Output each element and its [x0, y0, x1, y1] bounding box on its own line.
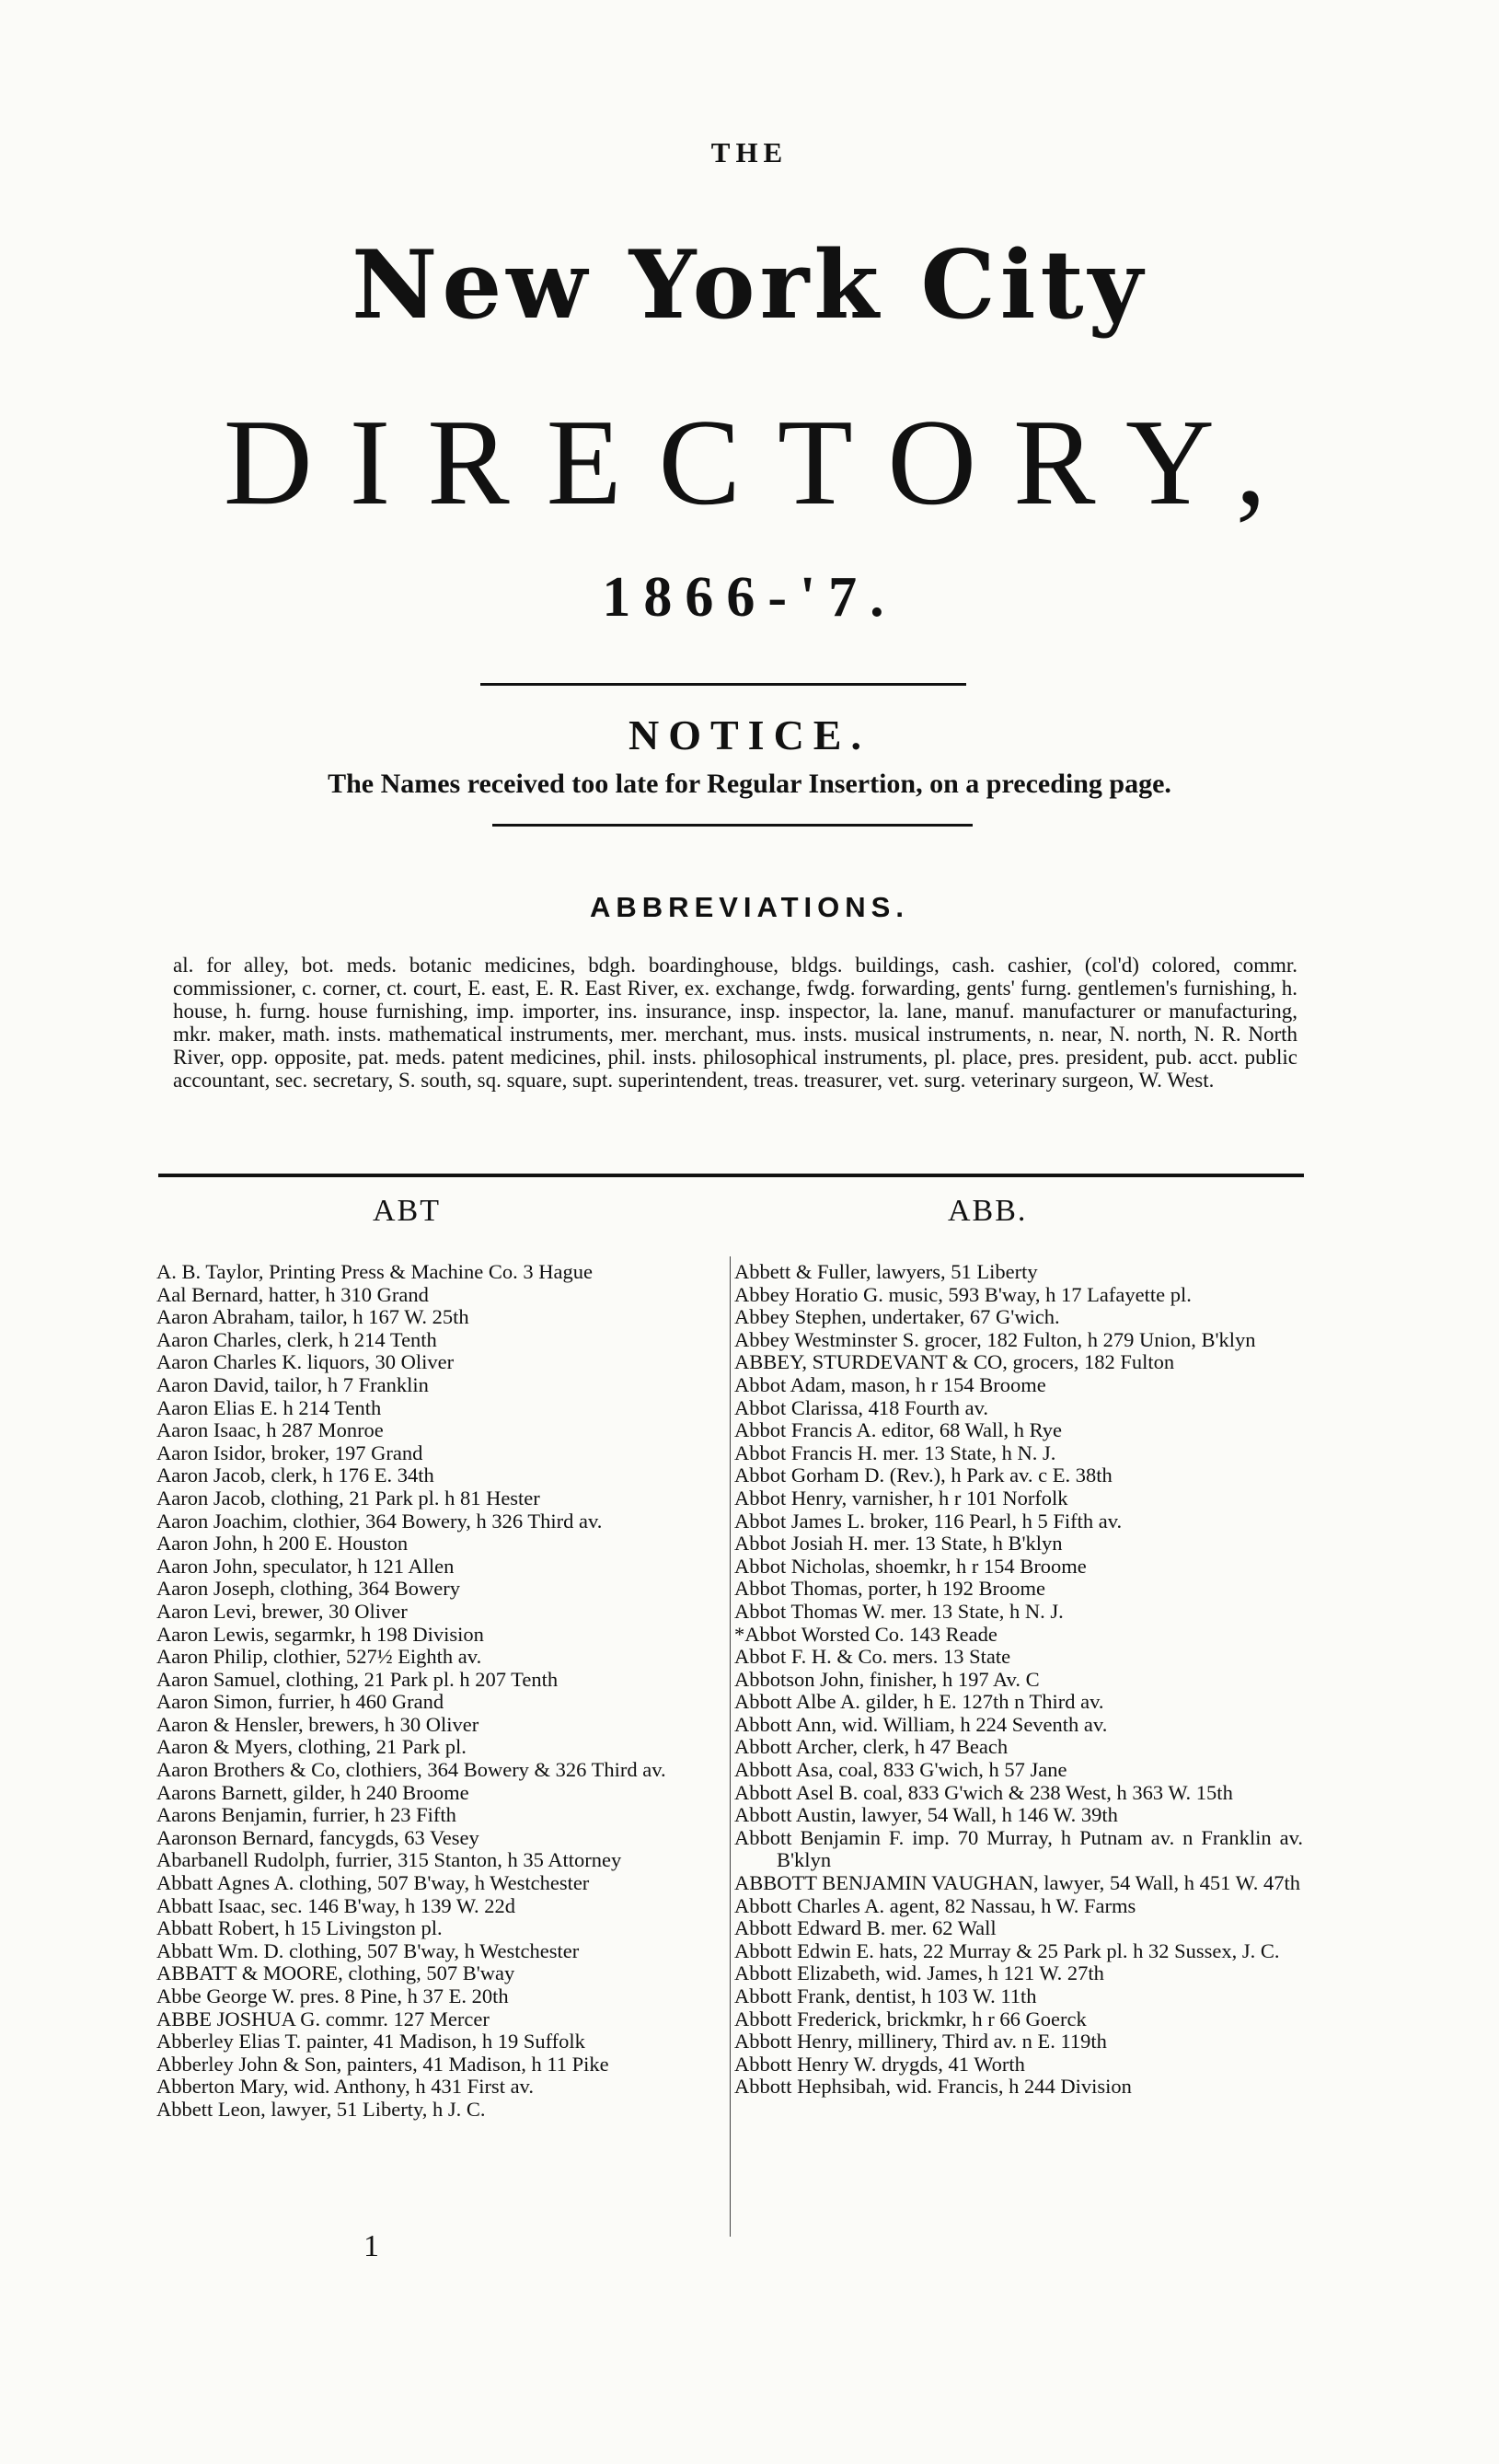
directory-entry: Abarbanell Rudolph, furrier, 315 Stanton, h 35 Attorney [156, 1848, 622, 1872]
directory-entry: Abbot Adam, mason, h r 154 Broome [734, 1372, 1046, 1396]
directory-entry: Abbot Clarissa, 418 Fourth av. [734, 1395, 989, 1419]
directory-entry: Abbot Josiah H. mer. 13 State, h B'klyn [734, 1532, 1063, 1556]
directory-entry: Aal Bernard, hatter, h 310 Grand [156, 1282, 429, 1306]
directory-entry: A. B. Taylor, Printing Press & Machine Co. 3 Hague [156, 1260, 593, 1283]
directory-entry: Aarons Benjamin, furrier, h 23 Fifth [156, 1803, 456, 1827]
directory-entry: Abbott Benjamin F. imp. 70 Murray, h Putnam av. n Franklin av. B'klyn [734, 1825, 1303, 1872]
directory-entry: ABBATT & MOORE, clothing, 507 B'way [156, 1961, 515, 1985]
directory-entry: Aaron Lewis, segarmkr, h 198 Division [156, 1622, 484, 1646]
directory-entry: Abbotson John, finisher, h 197 Av. C [734, 1667, 1040, 1691]
directory-entry: Abbett & Fuller, lawyers, 51 Liberty [734, 1260, 1038, 1283]
directory-year: 1866-'7. [602, 566, 897, 629]
directory-entry: *Abbot Worsted Co. 143 Reade [734, 1622, 997, 1646]
directory-entry: Aaron Brothers & Co, clothiers, 364 Bowery & 326 Third av. [156, 1758, 666, 1782]
directory-entry: Abbott Asel B. coal, 833 G'wich & 238 West, h 363 W. 15th [734, 1780, 1233, 1804]
directory-entry: Aaron Charles, clerk, h 214 Tenth [156, 1327, 437, 1351]
right-column-entries [734, 1261, 1303, 2099]
directory-entry: Aaron Jacob, clerk, h 176 E. 34th [156, 1463, 434, 1487]
right-column-heading: ABB. [948, 1194, 1028, 1228]
directory-entry: Aaron Isaac, h 287 Monroe [156, 1418, 384, 1442]
abbreviations-text: al. for alley, bot. meds. botanic medicines, bdgh. boardinghouse, bldgs. buildings, cash. cashier, (col'd) colored, commr. commissioner, c. corner, ct. court, E. east, E. R. East River, ex. exchange, fwdg. forwarding, gents' furng. gentlemen's furnishing, h. house, h. furng. house furnishing, imp. importer, ins. insurance, insp. inspector, la. lane, manuf. manufacturer or manufacturing, mkr. maker, math. insts. mathematical instruments, mer. merchant, mus. insts. musical instruments, n. near, N. north, N. R. North River, opp. opposite, pat. meds. patent medicines, phil. insts. philosophical instruments, pl. place, pres. president, pub. acct. public accountant, sec. secretary, S. south, sq. square, supt. superintendent, treas. treasurer, vet. surg. veterinary surgeon, W. West. [173, 954, 1297, 1092]
directory-entry: Abbot James L. broker, 116 Pearl, h 5 Fifth av. [734, 1509, 1123, 1533]
column-divider [730, 1256, 731, 2237]
directory-entry: Abbott Henry W. drygds, 41 Worth [734, 2052, 1025, 2076]
directory-entry: ABBEY, STURDEVANT & CO, grocers, 182 Fulton [734, 1350, 1175, 1374]
directory-entry: Aaron Levi, brewer, 30 Oliver [156, 1599, 408, 1623]
directory-entry: ABBOTT BENJAMIN VAUGHAN, lawyer, 54 Wall, h 451 W. 47th [734, 1871, 1301, 1895]
left-column-entries [156, 1261, 727, 2122]
notice-heading: NOTICE. [628, 711, 871, 758]
directory-entry: Abbott Austin, lawyer, 54 Wall, h 146 W. 39th [734, 1803, 1118, 1827]
directory-entry: Abbey Westminster S. grocer, 182 Fulton, h 279 Union, B'klyn [734, 1327, 1256, 1351]
directory-entry: Abbey Horatio G. music, 593 B'way, h 17 Lafayette pl. [734, 1282, 1192, 1306]
directory-entry: Aaron Charles K. liquors, 30 Oliver [156, 1350, 455, 1374]
directory-entry: Abberton Mary, wid. Anthony, h 431 First av. [156, 2075, 534, 2099]
directory-entry: Abbot F. H. & Co. mers. 13 State [734, 1645, 1011, 1669]
directory-entry: Abbey Stephen, undertaker, 67 G'wich. [734, 1305, 1060, 1329]
directory-entry: Abberley Elias T. painter, 41 Madison, h 19 Suffolk [156, 2030, 585, 2053]
rule-above-columns [158, 1174, 1304, 1177]
directory-entry: Abbatt Isaac, sec. 146 B'way, h 139 W. 22d [156, 1893, 516, 1917]
directory-entry: Abbot Thomas W. mer. 13 State, h N. J. [734, 1599, 1064, 1623]
directory-entry: Abbott Edward B. mer. 62 Wall [734, 1916, 997, 1940]
page-title: New York City [352, 230, 1147, 341]
directory-entry: Abbot Francis H. mer. 13 State, h N. J. [734, 1440, 1056, 1464]
directory-entry: Abbatt Agnes A. clothing, 507 B'way, h Westchester [156, 1871, 590, 1895]
directory-entry: ABBE JOSHUA G. commr. 127 Mercer [156, 2007, 490, 2030]
header-the: THE [710, 136, 789, 168]
directory-entry: Abberley John & Son, painters, 41 Madison, h 11 Pike [156, 2052, 609, 2076]
directory-entry: Aaron & Hensler, brewers, h 30 Oliver [156, 1712, 479, 1736]
directory-entry: Abbott Albe A. gilder, h E. 127th n Third av. [734, 1690, 1104, 1714]
directory-entry: Abbott Frederick, brickmkr, h r 66 Goerck [734, 2007, 1087, 2030]
directory-entry: Abbot Francis A. editor, 68 Wall, h Rye [734, 1418, 1062, 1442]
directory-entry: Abbot Nicholas, shoemkr, h r 154 Broome [734, 1554, 1087, 1578]
directory-entry: Aaron Jacob, clothing, 21 Park pl. h 81 Hester [156, 1486, 540, 1510]
directory-entry: Aaron Philip, clothier, 527½ Eighth av. [156, 1645, 482, 1669]
directory-entry: Abbott Ann, wid. William, h 224 Seventh av. [734, 1712, 1108, 1736]
directory-entry: Aaron Isidor, broker, 197 Grand [156, 1440, 423, 1464]
directory-entry: Abbot Thomas, porter, h 192 Broome [734, 1577, 1046, 1601]
directory-entry: Abbott Archer, clerk, h 47 Beach [734, 1735, 1009, 1759]
directory-entry: Aarons Barnett, gilder, h 240 Broome [156, 1780, 469, 1804]
page-subtitle: DIRECTORY, [223, 394, 1304, 530]
directory-entry: Aaron John, speculator, h 121 Allen [156, 1554, 455, 1578]
directory-entry: Abbett Leon, lawyer, 51 Liberty, h J. C. [156, 2097, 486, 2121]
directory-entry: Abbot Henry, varnisher, h r 101 Norfolk [734, 1486, 1068, 1510]
notice-text: The Names received too late for Regular Insertion, on a preceding page. [328, 769, 1171, 799]
page-number: 1 [363, 2229, 379, 2263]
directory-entry: Aaron & Myers, clothing, 21 Park pl. [156, 1735, 467, 1759]
directory-entry: Abbott Charles A. agent, 82 Nassau, h W. Farms [734, 1893, 1136, 1917]
directory-entry: Aaron Simon, furrier, h 460 Grand [156, 1690, 444, 1714]
directory-entry: Abbe George W. pres. 8 Pine, h 37 E. 20th [156, 1984, 509, 2007]
directory-entry: Abbatt Wm. D. clothing, 507 B'way, h Westchester [156, 1938, 580, 1962]
directory-entry: Aaron David, tailor, h 7 Franklin [156, 1372, 429, 1396]
directory-entry: Abbatt Robert, h 15 Livingston pl. [156, 1916, 443, 1940]
directory-entry: Abbott Frank, dentist, h 103 W. 11th [734, 1984, 1037, 2007]
directory-entry: Abbott Asa, coal, 833 G'wich, h 57 Jane [734, 1758, 1067, 1782]
directory-entry: Abbot Gorham D. (Rev.), h Park av. c E. 38th [734, 1463, 1113, 1487]
rule-under-notice [492, 824, 973, 827]
directory-entry: Abbott Edwin E. hats, 22 Murray & 25 Park pl. h 32 Sussex, J. C. [734, 1938, 1280, 1962]
directory-entry: Aaron John, h 200 E. Houston [156, 1532, 409, 1556]
directory-entry: Abbott Hephsibah, wid. Francis, h 244 Division [734, 2075, 1132, 2099]
directory-entry: Abbott Elizabeth, wid. James, h 121 W. 27th [734, 1961, 1104, 1985]
directory-entry: Aaron Abraham, tailor, h 167 W. 25th [156, 1305, 469, 1329]
directory-entry: Aaron Elias E. h 214 Tenth [156, 1395, 382, 1419]
directory-entry: Aaronson Bernard, fancygds, 63 Vesey [156, 1825, 479, 1849]
directory-entry: Aaron Joseph, clothing, 364 Bowery [156, 1577, 460, 1601]
directory-entry: Aaron Samuel, clothing, 21 Park pl. h 207 Tenth [156, 1667, 559, 1691]
abbreviations-heading: ABBREVIATIONS. [590, 891, 909, 923]
left-column-heading: ABT [373, 1194, 441, 1228]
directory-entry: Abbott Henry, millinery, Third av. n E. 119th [734, 2030, 1107, 2053]
directory-entry: Aaron Joachim, clothier, 364 Bowery, h 326 Third av. [156, 1509, 603, 1533]
rule-under-year [480, 683, 966, 686]
